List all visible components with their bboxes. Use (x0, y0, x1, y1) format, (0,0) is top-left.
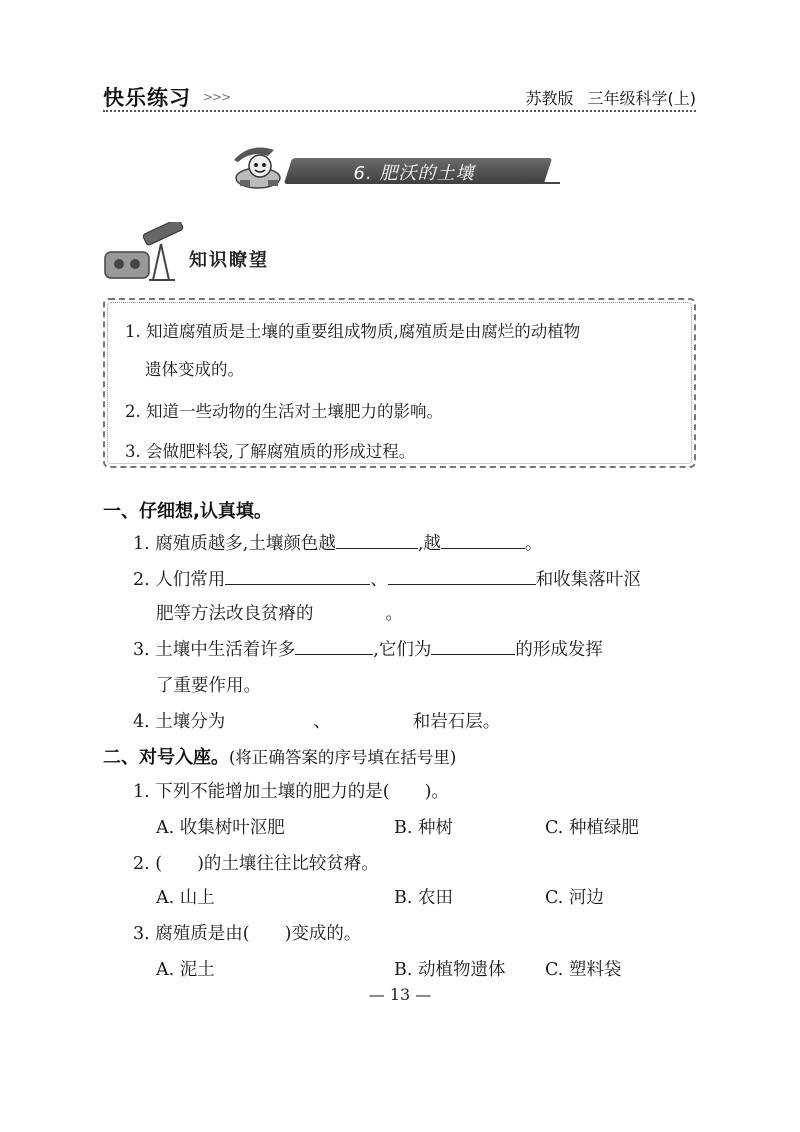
lesson-title: 6. 肥沃的土壤 (353, 163, 475, 184)
q3-text-a: 3. 土壤中生活着许多 (133, 640, 296, 660)
chevrons-icon: >>> (203, 90, 231, 104)
choice-option[interactable]: A. 山上 (156, 888, 215, 908)
knowledge-item: 3. 会做肥料袋,了解腐殖质的形成过程。 (125, 442, 416, 461)
choice-option[interactable]: A. 泥土 (156, 960, 215, 980)
q2-text-d: 肥等方法改良贫瘠的 (156, 604, 314, 624)
choice-option[interactable]: A. 收集树叶沤肥 (156, 818, 285, 838)
choice-question-2: 2. ( )的土壤往往比较贫瘠。 (133, 854, 379, 874)
answer-blank[interactable] (431, 636, 515, 655)
answer-blank[interactable] (295, 636, 373, 655)
q2-text-c: 和收集落叶沤 (535, 570, 641, 590)
answer-blank[interactable] (441, 530, 525, 549)
q4-text-c: 和岩石层。 (412, 712, 501, 732)
knowledge-item: 1. 知道腐殖质是土壤的重要组成物质,腐殖质是由腐烂的动植物 (125, 322, 581, 341)
knowledge-item: 2. 知道一些动物的生活对土壤肥力的影响。 (125, 402, 443, 421)
fill-question-3-cont: 了重要作用。 (156, 676, 261, 696)
fill-question-2 (133, 566, 641, 591)
series-title: 快乐练习 (103, 86, 191, 110)
q1-text-a: 1. 腐殖质越多,土壤颜色越 (133, 534, 336, 554)
edition-label: 苏教版 (525, 89, 574, 108)
edition-grade (511, 86, 696, 109)
lesson-banner (228, 140, 558, 192)
choice-option[interactable]: C. 塑料袋 (545, 960, 622, 980)
q2-text-a: 2. 人们常用 (133, 570, 226, 590)
choice-question-3: 3. 腐殖质是由( )变成的。 (133, 924, 362, 944)
knowledge-box (103, 298, 696, 468)
choice-option[interactable]: B. 农田 (394, 888, 453, 908)
q3-text-c: 的形成发挥 (515, 640, 603, 660)
q1-text-b: ,越 (417, 534, 441, 554)
fill-question-4 (133, 708, 500, 733)
fill-question-1 (133, 530, 542, 555)
mascot-icon (228, 140, 292, 192)
section2-note: (将正确答案的序号填在括号里) (229, 748, 457, 767)
q3-text-b: ,它们为 (373, 640, 432, 660)
choice-option[interactable]: B. 种树 (394, 818, 453, 838)
choice-option[interactable]: C. 河边 (545, 888, 604, 908)
header-divider (103, 110, 696, 112)
answer-blank[interactable] (225, 566, 370, 585)
page-header (103, 82, 696, 112)
knowledge-heading (103, 222, 293, 282)
telescope-icon (103, 222, 189, 282)
choice-question-1: 1. 下列不能增加土壤的肥力的是( )。 (133, 782, 449, 802)
grade-subject-label: 三年级科学(上) (587, 89, 696, 108)
knowledge-item: 遗体变成的。 (145, 360, 244, 379)
q4-text-a: 4. 土壤分为 (133, 712, 226, 732)
q2-text-b: 、 (370, 570, 388, 590)
fill-question-2-cont (156, 600, 403, 625)
section2-title-text: 二、对号入座。 (103, 747, 229, 768)
section1-title: 一、仔细想,认真填。 (103, 501, 272, 522)
knowledge-title: 知识瞭望 (189, 250, 269, 271)
q2-text-e: 。 (385, 604, 403, 624)
answer-blank[interactable] (336, 530, 418, 549)
section2-title (103, 743, 456, 769)
banner-underline (526, 182, 560, 184)
q1-text-c: 。 (524, 534, 543, 554)
choice-option[interactable]: B. 动植物遗体 (394, 960, 506, 980)
page-number: — 13 — (368, 985, 432, 1004)
answer-blank[interactable] (388, 566, 536, 585)
choice-option[interactable]: C. 种植绿肥 (545, 818, 639, 838)
fill-question-3 (133, 636, 603, 661)
q4-text-b: 、 (313, 712, 331, 732)
